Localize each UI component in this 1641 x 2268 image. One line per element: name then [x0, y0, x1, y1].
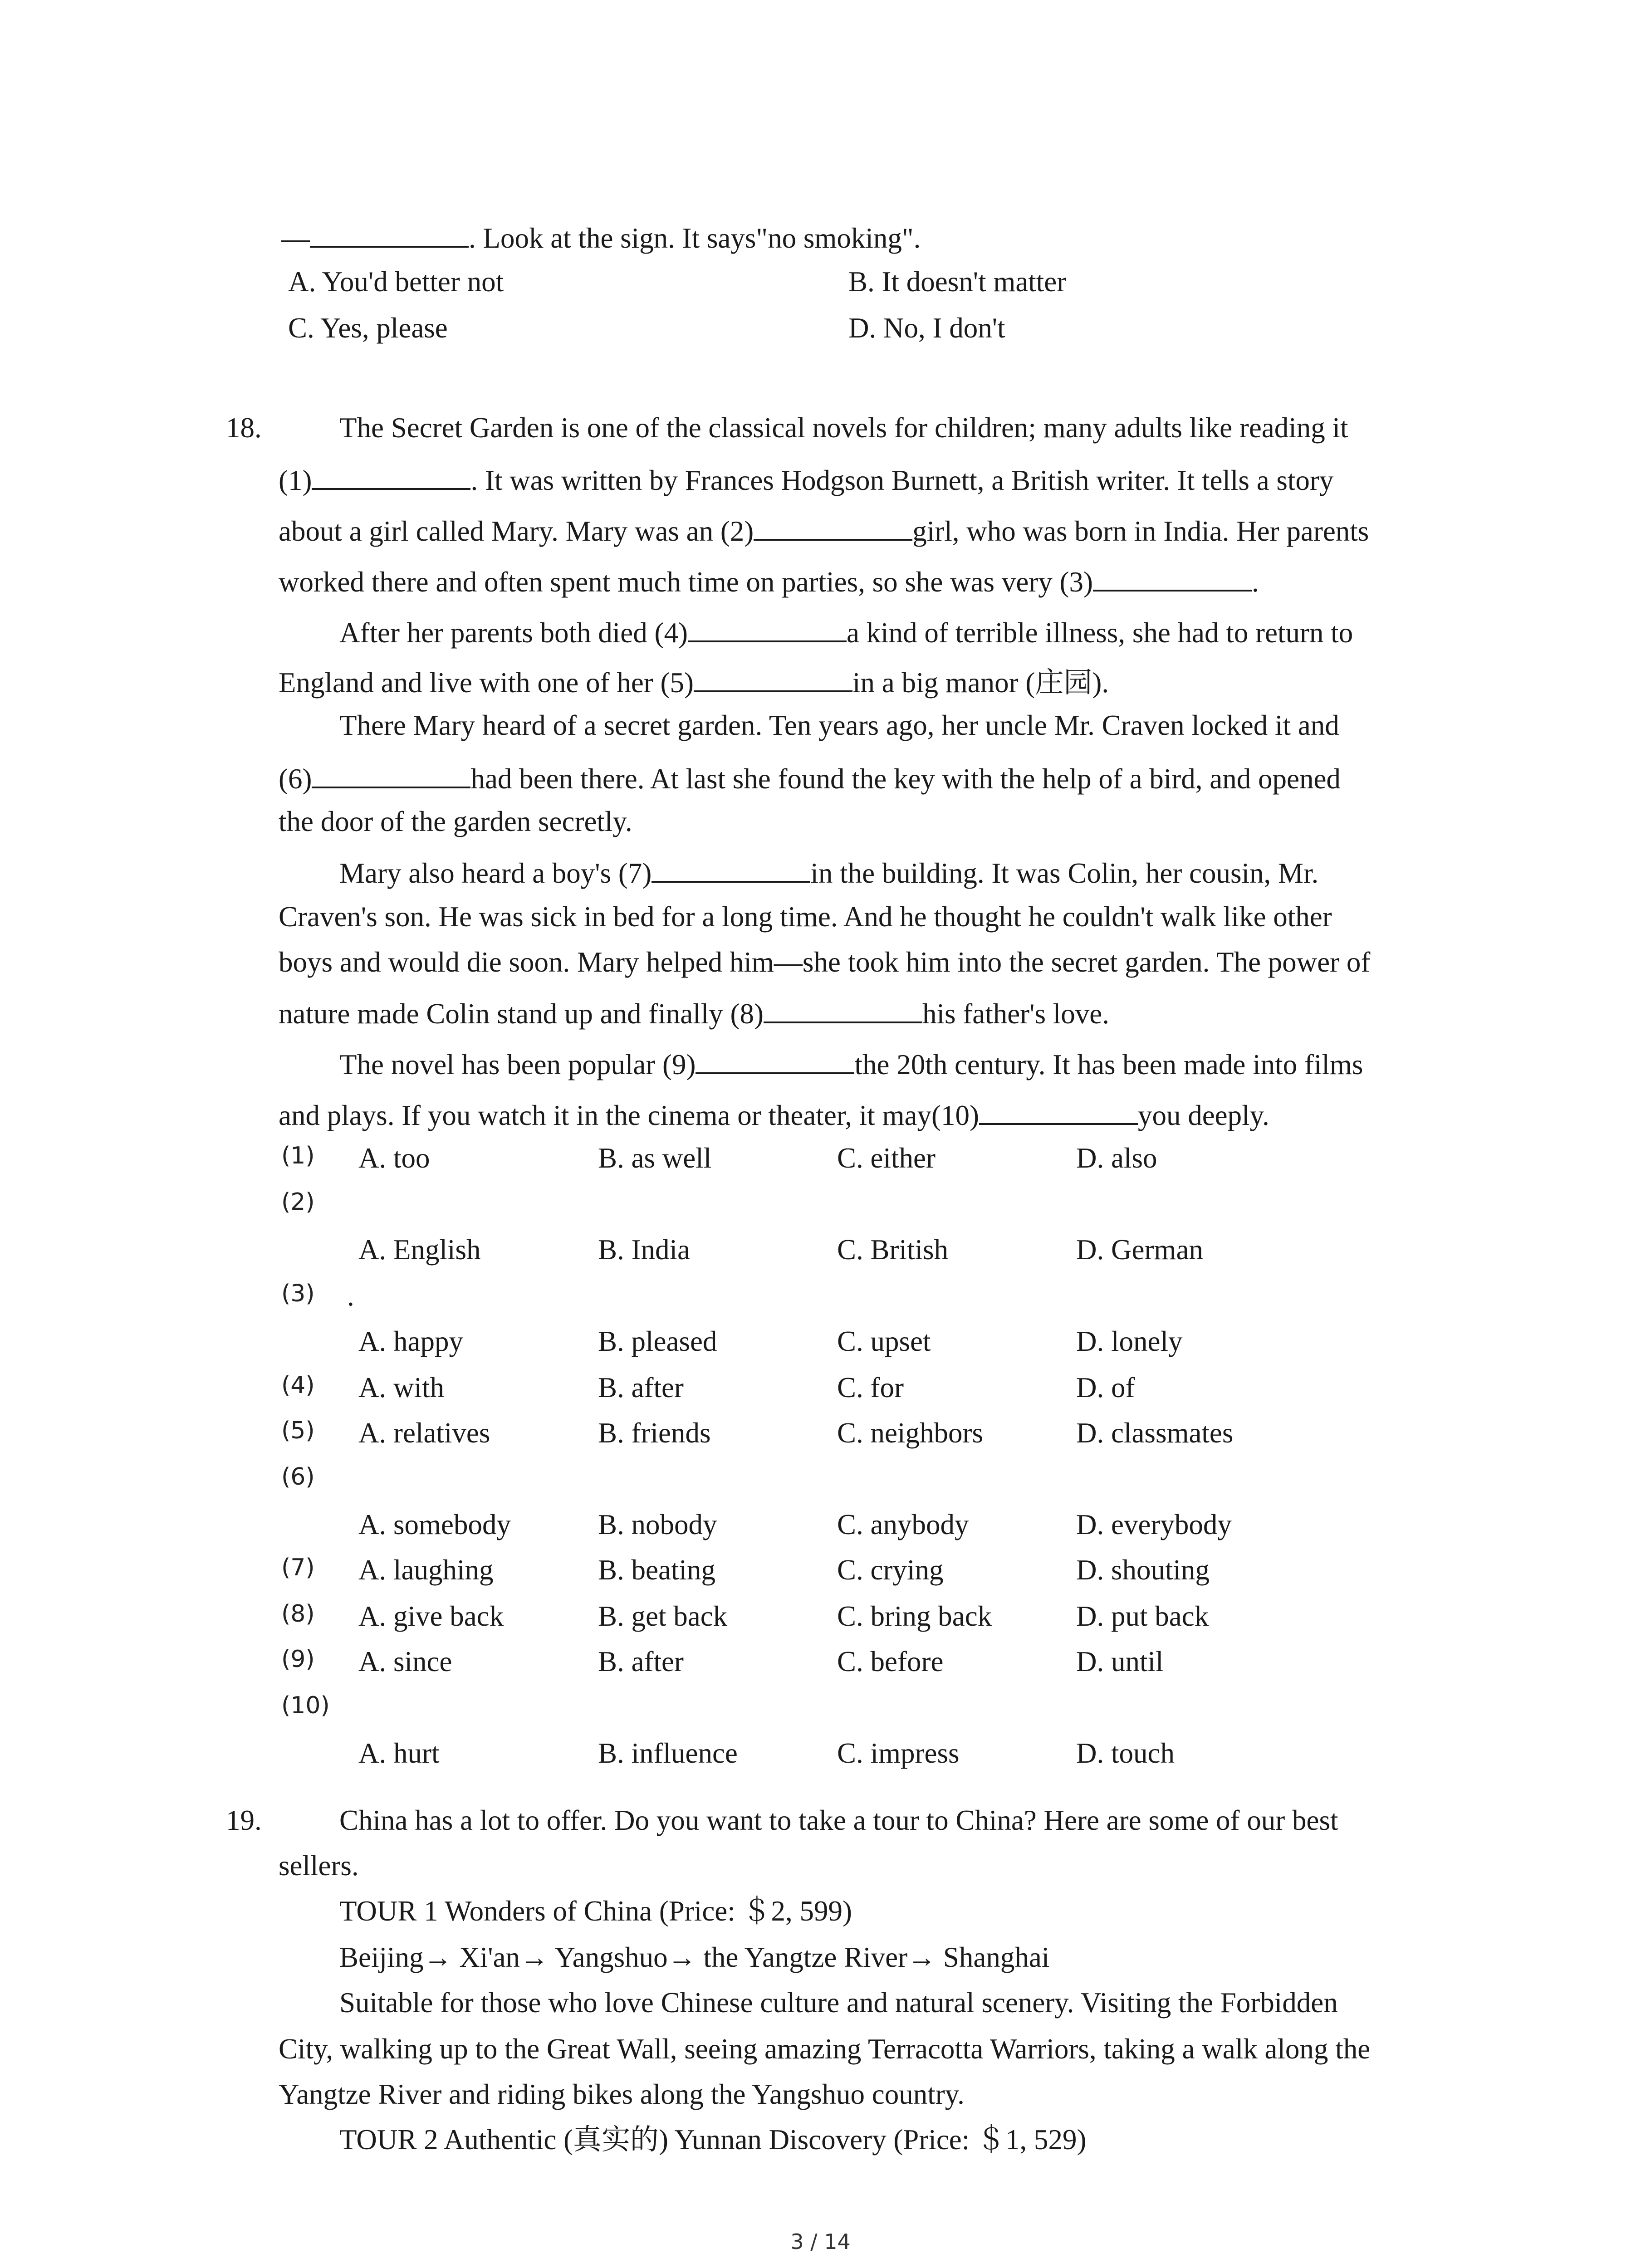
tour-route: Beijing→ Xi'an→ Yangshuo→ the Yangtze River→ Shanghai [339, 1941, 1050, 1973]
passage-line: about a girl called Mary. Mary was an (2) girl, who was born in India. Her parents [279, 515, 1369, 547]
passage-line: Suitable for those who love Chinese culture and natural scenery. Visiting the Forbidden [339, 1987, 1338, 2019]
passage-line: China has a lot to offer. Do you want to take a tour to China? Here are some of our best [339, 1804, 1338, 1836]
passage-line: worked there and often spent much time on parties, so she was very (3) . [279, 566, 1259, 598]
choice-d[interactable]: D. lonely [1076, 1325, 1183, 1357]
choice-b[interactable]: B. as well [598, 1142, 712, 1174]
passage-line: England and live with one of her (5) in a big manor (庄园). [279, 667, 1109, 699]
choice-a[interactable]: A. give back [358, 1600, 504, 1632]
passage-line: Mary also heard a boy's (7) in the building. It was Colin, her cousin, Mr. [339, 857, 1319, 889]
choice-b[interactable]: B. influence [598, 1737, 738, 1769]
answer-blank-4[interactable] [688, 616, 847, 642]
question-number: 18. [226, 412, 262, 444]
choice-tag: (10) [281, 1692, 330, 1719]
choice-tag: (6) [281, 1463, 315, 1491]
choice-d[interactable]: D. everybody [1076, 1509, 1232, 1540]
choice-tag: (9) [281, 1646, 315, 1673]
choice-c[interactable]: C. British [837, 1234, 949, 1266]
choice-c[interactable]: C. anybody [837, 1509, 969, 1540]
answer-blank-8[interactable] [764, 997, 922, 1023]
answer-blank-3[interactable] [1093, 565, 1252, 591]
passage-line: nature made Colin stand up and finally (8) his father's love. [279, 998, 1109, 1030]
answer-blank-6[interactable] [312, 762, 470, 788]
choice-d[interactable]: D. shouting [1076, 1554, 1210, 1586]
passage-line: (6) had been there. At last she found the key with the help of a bird, and opened [279, 763, 1341, 795]
choice-c[interactable]: C. upset [837, 1325, 931, 1357]
choice-a[interactable]: A. hurt [358, 1737, 440, 1769]
passage-line: the door of the garden secretly. [279, 806, 632, 837]
choice-tag: (7) [281, 1554, 315, 1581]
choice-c[interactable]: C. bring back [837, 1600, 992, 1632]
choice-c[interactable]: C. either [837, 1142, 936, 1174]
choice-d[interactable]: D. German [1076, 1234, 1203, 1266]
choice-b[interactable]: B. nobody [598, 1509, 717, 1540]
choice-d[interactable]: D. classmates [1076, 1417, 1234, 1449]
choice-d[interactable]: D. of [1076, 1372, 1135, 1403]
passage-line: (1) . It was written by Frances Hodgson Burnett, a British writer. It tells a story [279, 464, 1334, 496]
q17-option-a[interactable]: A. You'd better not [288, 266, 504, 298]
q17-option-b[interactable]: B. It doesn't matter [848, 266, 1067, 298]
choice-b[interactable]: B. India [598, 1234, 690, 1266]
answer-blank-5[interactable] [694, 666, 852, 692]
q17-option-c[interactable]: C. Yes, please [288, 312, 448, 344]
q17-stem: — . Look at the sign. It says"no smoking". [281, 222, 921, 254]
passage-line: There Mary heard of a secret garden. Ten years ago, her uncle Mr. Craven locked it and [339, 709, 1339, 741]
choice-c[interactable]: C. crying [837, 1554, 944, 1586]
choice-c[interactable]: C. for [837, 1372, 904, 1403]
answer-blank-1[interactable] [312, 464, 470, 490]
passage-line: City, walking up to the Great Wall, seeing amazing Terracotta Warriors, taking a walk along the [279, 2033, 1371, 2065]
choice-b[interactable]: B. after [598, 1646, 684, 1677]
choice-c[interactable]: C. before [837, 1646, 944, 1677]
choice-a[interactable]: A. happy [358, 1325, 463, 1357]
choice-b[interactable]: B. get back [598, 1600, 728, 1632]
choice-c[interactable]: C. neighbors [837, 1417, 983, 1449]
answer-blank-2[interactable] [754, 514, 912, 541]
choice-d[interactable]: D. touch [1076, 1737, 1175, 1769]
passage-line: After her parents both died (4) a kind of terrible illness, she had to return to [339, 617, 1353, 649]
passage-line: The Secret Garden is one of the classical novels for children; many adults like reading it [339, 412, 1348, 444]
answer-blank-10[interactable] [979, 1099, 1138, 1125]
choice-b[interactable]: B. pleased [598, 1325, 717, 1357]
choice-a[interactable]: A. too [358, 1142, 430, 1174]
q17-option-d[interactable]: D. No, I don't [848, 312, 1005, 344]
choice-b[interactable]: B. after [598, 1372, 684, 1403]
passage-line: and plays. If you watch it in the cinema or theater, it may(10) you deeply. [279, 1100, 1269, 1131]
choice-tag: (3) [281, 1280, 315, 1307]
answer-blank-7[interactable] [652, 856, 810, 883]
choice-d[interactable]: D. until [1076, 1646, 1164, 1677]
choice-tag: (5) [281, 1417, 315, 1444]
choice-tag: (1) [281, 1142, 315, 1169]
tour-title: TOUR 2 Authentic (真实的) Yunnan Discovery (Price: ＄1, 529) [339, 2124, 1087, 2156]
choice-a[interactable]: A. laughing [358, 1554, 494, 1586]
choice-extra: . [347, 1280, 354, 1312]
passage-line: Craven's son. He was sick in bed for a long time. And he thought he couldn't walk like other [279, 901, 1332, 933]
choice-d[interactable]: D. also [1076, 1142, 1157, 1174]
choice-a[interactable]: A. since [358, 1646, 452, 1677]
answer-blank[interactable] [310, 221, 469, 248]
tour-title: TOUR 1 Wonders of China (Price: ＄2, 599) [339, 1895, 852, 1927]
passage-line: Yangtze River and riding bikes along the Yangshuo country. [279, 2078, 965, 2110]
choice-d[interactable]: D. put back [1076, 1600, 1209, 1632]
choice-b[interactable]: B. beating [598, 1554, 715, 1586]
choice-a[interactable]: A. relatives [358, 1417, 490, 1449]
question-number: 19. [226, 1804, 262, 1836]
passage-line: The novel has been popular (9) the 20th century. It has been made into films [339, 1049, 1363, 1080]
page-number: 3 / 14 [790, 2229, 851, 2254]
answer-blank-9[interactable] [696, 1048, 854, 1074]
choice-tag: (2) [281, 1188, 315, 1216]
choice-a[interactable]: A. with [358, 1372, 444, 1403]
passage-line: boys and would die soon. Mary helped him—she took him into the secret garden. The power of [279, 946, 1371, 978]
choice-a[interactable]: A. English [358, 1234, 481, 1266]
choice-c[interactable]: C. impress [837, 1737, 960, 1769]
choice-a[interactable]: A. somebody [358, 1509, 511, 1540]
choice-tag: (4) [281, 1372, 315, 1399]
choice-b[interactable]: B. friends [598, 1417, 711, 1449]
choice-tag: (8) [281, 1600, 315, 1628]
passage-line: sellers. [279, 1850, 359, 1882]
